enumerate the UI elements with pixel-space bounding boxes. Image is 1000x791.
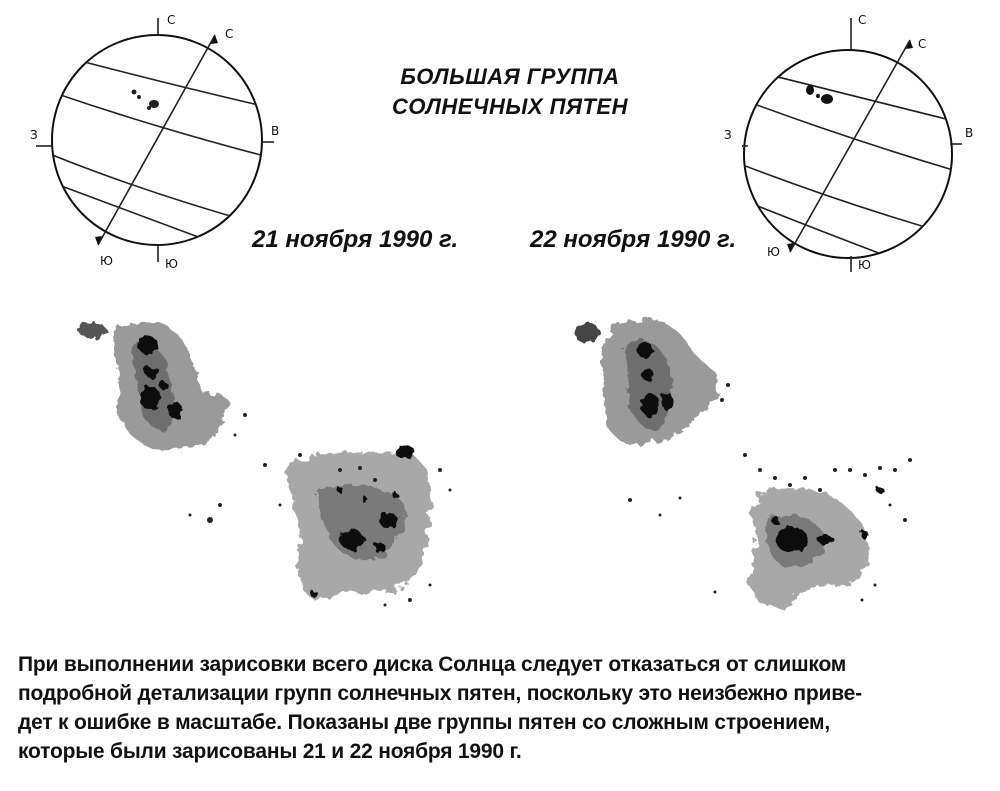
figure-caption [18, 650, 983, 766]
date-left: 21 ноября 1990 г. [252, 226, 459, 253]
title-line-1: БОЛЬШАЯ ГРУППА [400, 64, 620, 89]
rotation-axis-left [36, 18, 274, 262]
sunspot-drawing-22-nov [574, 319, 912, 608]
figure-title [360, 62, 660, 122]
penumbra-follower [750, 488, 869, 608]
caption-line-1: При выполнении зарисовки всего диска Солнца следует отказаться от слишком [18, 653, 847, 676]
penumbra-leader [603, 319, 720, 445]
label-north-axis-left: С [225, 27, 234, 41]
sunspot-drawing-21-nov [78, 322, 452, 607]
label-west-right: З [724, 128, 732, 142]
label-north-axis-right: С [918, 37, 927, 51]
small-spot [78, 322, 106, 338]
label-east-left: В [271, 124, 280, 138]
rotation-axis-right [742, 18, 962, 272]
label-west-left: З [30, 128, 38, 142]
penumbra-leader [115, 322, 229, 451]
label-south-axis-left: Ю [100, 254, 113, 268]
label-north-right: С [858, 13, 867, 27]
small-spot [574, 323, 600, 343]
penumbra-follower [287, 452, 431, 600]
caption-line-3: дет к ошибке в масштабе. Показаны две группы пятен со сложным строением, [18, 711, 831, 734]
caption-line-2: подробной детализации групп солнечных пятен, поскольку это неизбежно приве- [18, 682, 862, 705]
spot-group-left-disk [132, 90, 160, 111]
label-south-axis-right: Ю [767, 245, 780, 259]
solar-disk-left [36, 18, 280, 262]
label-south-right: Ю [858, 258, 871, 272]
label-south-left: Ю [165, 257, 178, 271]
title-line-2: СОЛНЕЧНЫХ ПЯТЕН [392, 94, 628, 119]
date-right: 22 ноября 1990 г. [530, 226, 737, 253]
label-east-right: В [965, 126, 974, 140]
solar-disk-right [730, 18, 970, 280]
label-north-left: С [167, 13, 176, 27]
caption-line-4: которые были зарисованы 21 и 22 ноября 1990 г. [18, 740, 522, 763]
